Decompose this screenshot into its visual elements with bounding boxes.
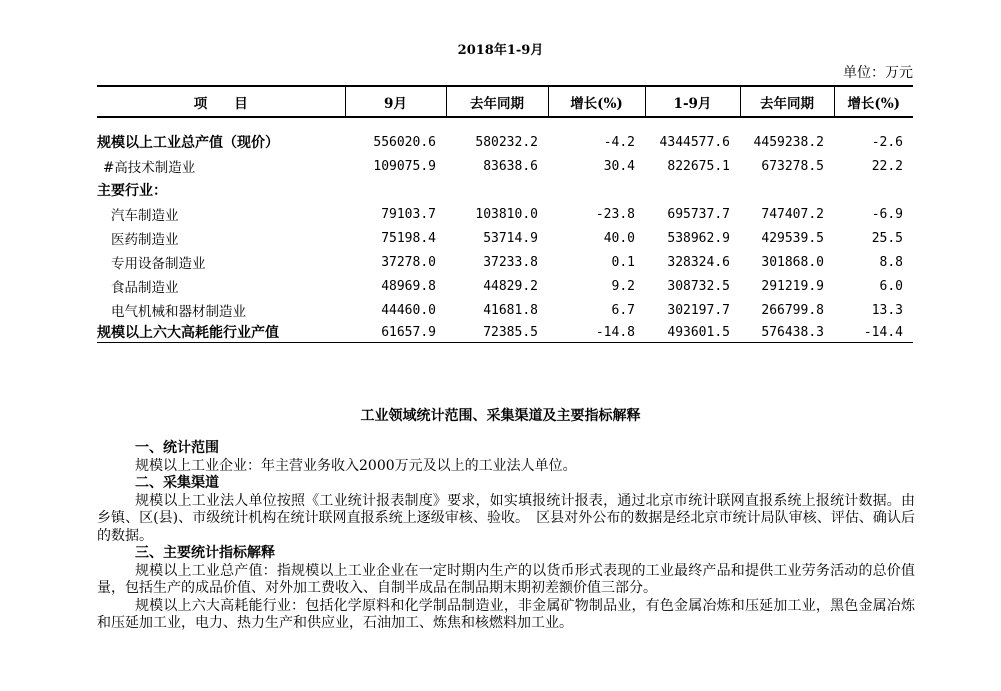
row-label: 规模以上六大高耗能行业产值 xyxy=(97,322,345,343)
header-ytd: 1-9月 xyxy=(645,86,740,117)
table-row xyxy=(97,274,913,298)
cell-value: 4459238.2 xyxy=(753,134,824,150)
cell-value: 673278.5 xyxy=(761,158,824,174)
header-last-year-month: 去年同期 xyxy=(446,86,548,117)
period-title: 2018年1-9月 xyxy=(457,43,544,58)
row-label: 食品制造业 xyxy=(111,280,179,296)
cell-value: 25.5 xyxy=(871,230,903,246)
cell-value: 695737.7 xyxy=(667,206,730,222)
cell-value: 53714.9 xyxy=(483,230,538,246)
cell-value: 302197.7 xyxy=(667,302,730,318)
cell-value: 0.1 xyxy=(611,254,635,270)
cell-value: 556020.6 xyxy=(373,134,436,150)
row-label: 电气机械和器材制造业 xyxy=(111,304,246,320)
statistics-table xyxy=(97,85,913,343)
cell-value: 37233.8 xyxy=(483,254,538,270)
cell-value: -2.6 xyxy=(871,134,903,150)
cell-value: 22.2 xyxy=(871,158,903,174)
row-label: 主要行业： xyxy=(97,183,167,199)
cell-value: 266799.8 xyxy=(761,302,824,318)
header-month: 9月 xyxy=(345,86,446,117)
section-title: 工业领域统计范围、采集渠道及主要指标解释 xyxy=(360,408,641,424)
cell-value: 83638.6 xyxy=(483,158,538,174)
scope-heading: 一、统计范围 xyxy=(135,440,219,456)
row-label: 汽车制造业 xyxy=(111,208,179,224)
scope-text: 规模以上工业企业：年主营业务收入2000万元及以上的工业法人单位。 xyxy=(135,457,577,474)
cell-value: 13.3 xyxy=(871,302,903,318)
cell-value: 429539.5 xyxy=(761,230,824,246)
cell-value: -6.9 xyxy=(871,206,903,222)
indicator-text-energy: 规模以上六大高耗能行业：包括化学原料和化学制品制造业，非金属矿物制品业，有色金属冶炼和压延加工业，黑色金属冶炼和压延加工业，电力、热力生产和供应业，石油加工、炼焦和核燃料加工业。 xyxy=(97,597,915,631)
document-body xyxy=(97,440,915,633)
row-label: #高技术制造业 xyxy=(103,160,196,176)
unit-label: 单位：万元 xyxy=(843,65,913,81)
cell-value: 41681.8 xyxy=(483,302,538,318)
cell-value: 308732.5 xyxy=(667,278,730,294)
row-label: 医药制造业 xyxy=(111,232,179,248)
cell-value: 79103.7 xyxy=(381,206,436,222)
cell-value: 37278.0 xyxy=(381,254,436,270)
cell-value: 4344577.6 xyxy=(659,134,730,150)
cell-value: 75198.4 xyxy=(381,230,436,246)
cell-value: 493601.5 xyxy=(645,322,740,343)
table-row xyxy=(97,130,913,154)
cell-value: 103810.0 xyxy=(475,206,538,222)
cell-value: 48969.8 xyxy=(381,278,436,294)
cell-value: 6.0 xyxy=(879,278,903,294)
cell-value: -23.8 xyxy=(595,206,635,222)
table-row xyxy=(97,178,913,202)
cell-value: -14.4 xyxy=(834,322,913,343)
header-growth-ytd: 增长(%) xyxy=(834,86,913,117)
indicator-text-output: 规模以上工业总产值：指规模以上工业企业在一定时期内生产的以货币形式表现的工业最终产品和提供工业劳务活动的总价值量，包括生产的成品价值、对外加工费收入、自制半成品在制品期末期初差额价值三部分。 xyxy=(97,562,915,596)
table-header-row xyxy=(97,86,913,117)
cell-value: 44829.2 xyxy=(483,278,538,294)
cell-value: 291219.9 xyxy=(761,278,824,294)
cell-value: 61657.9 xyxy=(345,322,446,343)
cell-value: 301868.0 xyxy=(761,254,824,270)
cell-value: 538962.9 xyxy=(667,230,730,246)
cell-value: 9.2 xyxy=(611,278,635,294)
cell-value: 747407.2 xyxy=(761,206,824,222)
table-row xyxy=(97,202,913,226)
indicator-heading: 三、主要统计指标解释 xyxy=(135,545,275,561)
table-row xyxy=(97,226,913,250)
table-row xyxy=(97,154,913,178)
cell-value: 822675.1 xyxy=(667,158,730,174)
header-item: 项 目 xyxy=(97,86,345,117)
table-row xyxy=(97,298,913,322)
channel-text: 规模以上工业法人单位按照《工业统计报表制度》要求，如实填报统计报表，通过北京市统计联网直报系统上报统计数据。由乡镇、区(县)、市级统计机构在统计联网直报系统上逐级审核、验收。 区县对外公布的数据是经北京市统计局队审核、评估、确认后的数据。 xyxy=(97,492,915,544)
cell-value: 8.8 xyxy=(879,254,903,270)
cell-value: 30.4 xyxy=(603,158,635,174)
cell-value: 328324.6 xyxy=(667,254,730,270)
row-label: 专用设备制造业 xyxy=(111,256,206,272)
cell-value: 44460.0 xyxy=(381,302,436,318)
header-growth-month: 增长(%) xyxy=(548,86,645,117)
table-row xyxy=(97,322,913,343)
channel-heading: 二、采集渠道 xyxy=(135,475,219,491)
cell-value: 6.7 xyxy=(611,302,635,318)
cell-value: -4.2 xyxy=(603,134,635,150)
cell-value: -14.8 xyxy=(548,322,645,343)
cell-value: 576438.3 xyxy=(740,322,834,343)
cell-value: 580232.2 xyxy=(475,134,538,150)
cell-value: 72385.5 xyxy=(446,322,548,343)
cell-value: 109075.9 xyxy=(373,158,436,174)
header-last-year-ytd: 去年同期 xyxy=(740,86,834,117)
cell-value: 40.0 xyxy=(603,230,635,246)
row-label: 规模以上工业总产值（现价） xyxy=(97,135,279,151)
table-row xyxy=(97,250,913,274)
